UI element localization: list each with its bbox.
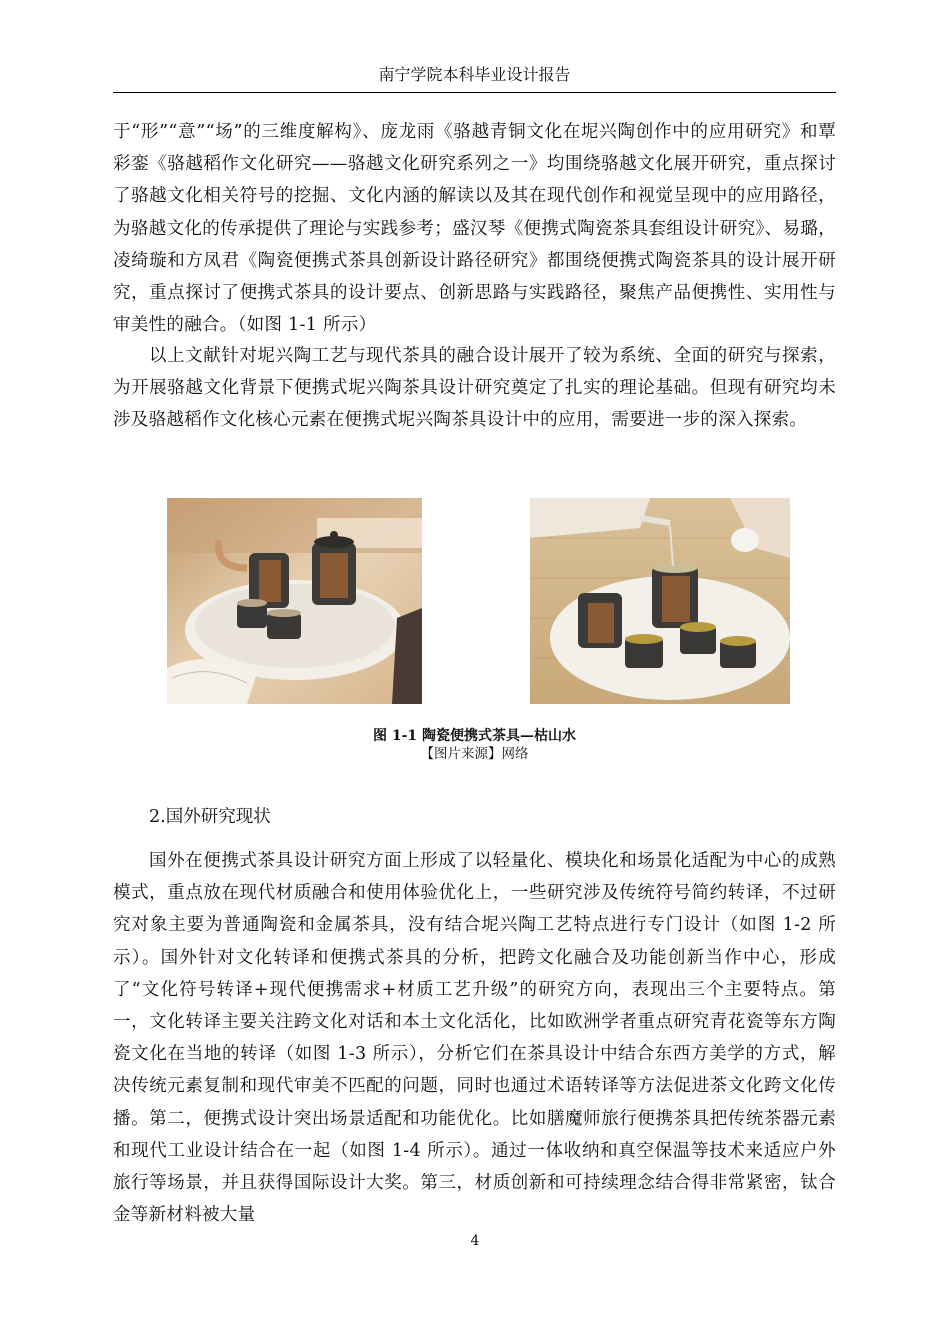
paragraph-foreign-research: 国外在便携式茶具设计研究方面上形成了以轻量化、模块化和场景化适配为中心的成熟模式，重点放在现代材质融合和使用体验优化上，一些研究涉及传统符号简约转译，不过研究对象主要为普通陶瓷和金属茶具，没有结合坭兴陶工艺特点进行专门设计（如图 1-2 所示）。国外针对文化转译和便携式茶具的分析，把跨文化融合及功能创新当作中心，形成了“文化符号转译+现代便携需求+材质工艺升级”的研究方向，表现出三个主要特点。第一，文化转译主要关注跨文化对话和本土文化活化，比如欧洲学者重点研究青花瓷等东方陶瓷文化在当地的转译（如图 1-3 所示），分析它们在茶具设计中结合东西方美学的方式，解决传统元素复制和现代审美不匹配的问题，同时也通过术语转译等方法促进茶文化跨文化传播。第二，便携式设计突出场景适配和功能优化。比如膳魔师旅行便携茶具把传统茶器元素和现代工业设计结合在一起（如图 1-4 所示）。通过一体收纳和真空保温等技术来适应户外旅行等场景，并且获得国际设计大奖。第三，材质创新和可持续理念结合得非常紧密，钛合金等新材料被大量 — [113, 851, 836, 1226]
paragraph-literature-review: 于“形”“意”“场”的三维度解构》、庞龙雨《骆越青铜文化在坭兴陶创作中的应用研究》和覃彩銮《骆越稻作文化研究——骆越文化研究系列之一》均围绕骆越文化展开研究，重点探讨了骆越文化相关符号的挖掘、文化内涵的解读以及其在现代创作和视觉呈现中的应用路径，为骆越文化的传承提供了理论与实践参考；盛汉琴《便携式陶瓷茶具套组设计研究》、易璐，凌绮璇和方凤君《陶瓷便携式茶具创新设计路径研究》都围绕便携式陶瓷茶具的设计展开研究，重点探讨了便携式茶具的设计要点、创新思路与实践路径，聚焦产品便携性、实用性与审美性的融合。（如图 1-1 所示） — [113, 122, 836, 336]
tea-pouring-photo-right — [530, 498, 790, 704]
page-header: 南宁学院本科毕业设计报告 — [378, 65, 571, 84]
figure-source: 【图片来源】网络 — [420, 746, 529, 762]
paragraph-summary: 以上文献针对坭兴陶工艺与现代茶具的融合设计展开了较为系统、全面的研究与探索，为开展骆越文化背景下便携式坭兴陶茶具设计研究奠定了扎实的理论基础。但现有研究均未涉及骆越稻作文化核心元素在便携式坭兴陶茶具设计中的应用，需要进一步的深入探索。 — [113, 346, 836, 431]
tea-set-photo-left — [167, 498, 422, 704]
section-heading: 2.国外研究现状 — [149, 807, 271, 827]
figure-caption: 图 1-1 陶瓷便携式茶具—枯山水 — [372, 728, 577, 744]
page-number: 4 — [470, 1233, 480, 1249]
header-rule — [113, 92, 836, 93]
